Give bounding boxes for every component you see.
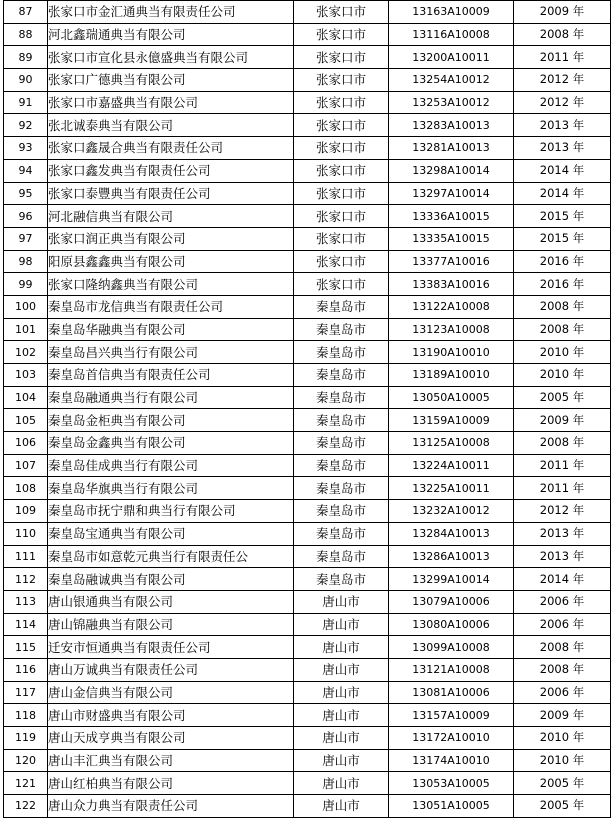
table-row bbox=[4, 658, 611, 681]
row-number-cell: 103 bbox=[4, 364, 48, 387]
company-name-cell: 张家口鑫晟合典当有限责任公司 bbox=[48, 137, 294, 160]
table-row bbox=[4, 545, 611, 568]
city-cell: 秦皇岛市 bbox=[294, 295, 389, 318]
license-code-cell: 13159A10009 bbox=[389, 409, 514, 432]
license-code-cell: 13099A10008 bbox=[389, 636, 514, 659]
table-row bbox=[4, 114, 611, 137]
company-name-cell: 张家口润正典当有限公司 bbox=[48, 227, 294, 250]
table-body bbox=[4, 1, 611, 818]
row-number-cell: 105 bbox=[4, 409, 48, 432]
row-number-cell: 92 bbox=[4, 114, 48, 137]
table-row bbox=[4, 205, 611, 228]
year-cell: 2013 年 bbox=[514, 114, 611, 137]
row-number-cell: 93 bbox=[4, 137, 48, 160]
table-row bbox=[4, 295, 611, 318]
company-name-cell: 张北诚泰典当有限公司 bbox=[48, 114, 294, 137]
city-cell: 张家口市 bbox=[294, 23, 389, 46]
license-code-cell: 13172A10010 bbox=[389, 727, 514, 750]
table-row bbox=[4, 613, 611, 636]
company-name-cell: 张家口市金汇通典当有限责任公司 bbox=[48, 1, 294, 24]
license-code-cell: 13298A10014 bbox=[389, 159, 514, 182]
city-cell: 唐山市 bbox=[294, 613, 389, 636]
city-cell: 张家口市 bbox=[294, 91, 389, 114]
row-number-cell: 89 bbox=[4, 46, 48, 69]
company-name-cell: 秦皇岛市抚宁鼎和典当行有限公司 bbox=[48, 500, 294, 523]
year-cell: 2011 年 bbox=[514, 454, 611, 477]
company-name-cell: 张家口市嘉盛典当有限公司 bbox=[48, 91, 294, 114]
year-cell: 2006 年 bbox=[514, 590, 611, 613]
license-code-cell: 13053A10005 bbox=[389, 772, 514, 795]
company-name-cell: 唐山银通典当有限公司 bbox=[48, 590, 294, 613]
table-row bbox=[4, 182, 611, 205]
row-number-cell: 99 bbox=[4, 273, 48, 296]
city-cell: 张家口市 bbox=[294, 137, 389, 160]
license-code-cell: 13383A10016 bbox=[389, 273, 514, 296]
license-code-cell: 13051A10005 bbox=[389, 795, 514, 818]
row-number-cell: 100 bbox=[4, 295, 48, 318]
table-row bbox=[4, 364, 611, 387]
license-code-cell: 13081A10006 bbox=[389, 681, 514, 704]
table-row bbox=[4, 681, 611, 704]
row-number-cell: 110 bbox=[4, 522, 48, 545]
company-name-cell: 张家口鑫发典当有限责任公司 bbox=[48, 159, 294, 182]
company-name-cell: 唐山丰汇典当有限公司 bbox=[48, 749, 294, 772]
license-code-cell: 13200A10011 bbox=[389, 46, 514, 69]
year-cell: 2012 年 bbox=[514, 69, 611, 92]
year-cell: 2015 年 bbox=[514, 205, 611, 228]
city-cell: 张家口市 bbox=[294, 205, 389, 228]
year-cell: 2013 年 bbox=[514, 137, 611, 160]
year-cell: 2012 年 bbox=[514, 91, 611, 114]
company-name-cell: 秦皇岛金鑫典当有限公司 bbox=[48, 432, 294, 455]
table-row bbox=[4, 522, 611, 545]
table-row bbox=[4, 386, 611, 409]
city-cell: 唐山市 bbox=[294, 704, 389, 727]
row-number-cell: 88 bbox=[4, 23, 48, 46]
license-code-cell: 13253A10012 bbox=[389, 91, 514, 114]
table-row bbox=[4, 477, 611, 500]
row-number-cell: 94 bbox=[4, 159, 48, 182]
year-cell: 2010 年 bbox=[514, 364, 611, 387]
row-number-cell: 119 bbox=[4, 727, 48, 750]
table-row bbox=[4, 454, 611, 477]
city-cell: 秦皇岛市 bbox=[294, 409, 389, 432]
year-cell: 2009 年 bbox=[514, 1, 611, 24]
row-number-cell: 98 bbox=[4, 250, 48, 273]
row-number-cell: 87 bbox=[4, 1, 48, 24]
row-number-cell: 115 bbox=[4, 636, 48, 659]
row-number-cell: 120 bbox=[4, 749, 48, 772]
city-cell: 秦皇岛市 bbox=[294, 386, 389, 409]
license-code-cell: 13225A10011 bbox=[389, 477, 514, 500]
company-name-cell: 秦皇岛融通典当行有限公司 bbox=[48, 386, 294, 409]
year-cell: 2008 年 bbox=[514, 432, 611, 455]
row-number-cell: 109 bbox=[4, 500, 48, 523]
table-row bbox=[4, 704, 611, 727]
company-name-cell: 秦皇岛融诚典当有限公司 bbox=[48, 568, 294, 591]
company-name-cell: 秦皇岛宝通典当有限公司 bbox=[48, 522, 294, 545]
city-cell: 唐山市 bbox=[294, 749, 389, 772]
city-cell: 秦皇岛市 bbox=[294, 568, 389, 591]
company-name-cell: 秦皇岛昌兴典当行有限公司 bbox=[48, 341, 294, 364]
row-number-cell: 90 bbox=[4, 69, 48, 92]
license-code-cell: 13116A10008 bbox=[389, 23, 514, 46]
company-name-cell: 唐山金信典当有限公司 bbox=[48, 681, 294, 704]
license-code-cell: 13224A10011 bbox=[389, 454, 514, 477]
company-name-cell: 秦皇岛佳成典当行有限公司 bbox=[48, 454, 294, 477]
city-cell: 秦皇岛市 bbox=[294, 364, 389, 387]
year-cell: 2013 年 bbox=[514, 545, 611, 568]
table-row bbox=[4, 69, 611, 92]
year-cell: 2010 年 bbox=[514, 727, 611, 750]
year-cell: 2005 年 bbox=[514, 386, 611, 409]
license-code-cell: 13335A10015 bbox=[389, 227, 514, 250]
city-cell: 秦皇岛市 bbox=[294, 318, 389, 341]
row-number-cell: 97 bbox=[4, 227, 48, 250]
table-row bbox=[4, 749, 611, 772]
city-cell: 唐山市 bbox=[294, 590, 389, 613]
row-number-cell: 121 bbox=[4, 772, 48, 795]
year-cell: 2008 年 bbox=[514, 23, 611, 46]
city-cell: 唐山市 bbox=[294, 658, 389, 681]
license-code-cell: 13122A10008 bbox=[389, 295, 514, 318]
license-code-cell: 13080A10006 bbox=[389, 613, 514, 636]
year-cell: 2008 年 bbox=[514, 636, 611, 659]
company-name-cell: 秦皇岛金柜典当有限公司 bbox=[48, 409, 294, 432]
table-row bbox=[4, 159, 611, 182]
year-cell: 2008 年 bbox=[514, 318, 611, 341]
company-name-cell: 唐山万诚典当有限责任公司 bbox=[48, 658, 294, 681]
city-cell: 秦皇岛市 bbox=[294, 522, 389, 545]
row-number-cell: 112 bbox=[4, 568, 48, 591]
table-row bbox=[4, 409, 611, 432]
license-code-cell: 13284A10013 bbox=[389, 522, 514, 545]
table-row bbox=[4, 91, 611, 114]
license-code-cell: 13174A10010 bbox=[389, 749, 514, 772]
row-number-cell: 96 bbox=[4, 205, 48, 228]
table-row bbox=[4, 273, 611, 296]
row-number-cell: 122 bbox=[4, 795, 48, 818]
city-cell: 张家口市 bbox=[294, 159, 389, 182]
city-cell: 秦皇岛市 bbox=[294, 477, 389, 500]
company-name-cell: 秦皇岛市如意乾元典当行有限责任公 bbox=[48, 545, 294, 568]
table-row bbox=[4, 636, 611, 659]
table-row bbox=[4, 341, 611, 364]
table-row bbox=[4, 500, 611, 523]
company-name-cell: 张家口隆纳鑫典当有限公司 bbox=[48, 273, 294, 296]
license-code-cell: 13121A10008 bbox=[389, 658, 514, 681]
license-code-cell: 13079A10006 bbox=[389, 590, 514, 613]
row-number-cell: 104 bbox=[4, 386, 48, 409]
year-cell: 2014 年 bbox=[514, 568, 611, 591]
year-cell: 2009 年 bbox=[514, 704, 611, 727]
row-number-cell: 108 bbox=[4, 477, 48, 500]
company-name-cell: 唐山锦融典当有限公司 bbox=[48, 613, 294, 636]
table-row bbox=[4, 46, 611, 69]
license-code-cell: 13299A10014 bbox=[389, 568, 514, 591]
row-number-cell: 116 bbox=[4, 658, 48, 681]
license-code-cell: 13125A10008 bbox=[389, 432, 514, 455]
city-cell: 张家口市 bbox=[294, 46, 389, 69]
company-name-cell: 阳原县鑫鑫典当有限公司 bbox=[48, 250, 294, 273]
city-cell: 秦皇岛市 bbox=[294, 341, 389, 364]
company-name-cell: 秦皇岛首信典当有限责任公司 bbox=[48, 364, 294, 387]
row-number-cell: 106 bbox=[4, 432, 48, 455]
row-number-cell: 91 bbox=[4, 91, 48, 114]
company-name-cell: 秦皇岛华旗典当行有限公司 bbox=[48, 477, 294, 500]
company-name-cell: 秦皇岛华融典当有限公司 bbox=[48, 318, 294, 341]
table-row bbox=[4, 568, 611, 591]
city-cell: 张家口市 bbox=[294, 227, 389, 250]
year-cell: 2009 年 bbox=[514, 409, 611, 432]
year-cell: 2012 年 bbox=[514, 500, 611, 523]
city-cell: 张家口市 bbox=[294, 114, 389, 137]
year-cell: 2011 年 bbox=[514, 477, 611, 500]
company-name-cell: 唐山市财盛典当有限公司 bbox=[48, 704, 294, 727]
license-code-cell: 13050A10005 bbox=[389, 386, 514, 409]
city-cell: 秦皇岛市 bbox=[294, 454, 389, 477]
company-name-cell: 张家口泰豐典当有限责任公司 bbox=[48, 182, 294, 205]
license-code-cell: 13157A10009 bbox=[389, 704, 514, 727]
table-row bbox=[4, 432, 611, 455]
pawnshop-registry-table bbox=[3, 0, 611, 818]
city-cell: 张家口市 bbox=[294, 182, 389, 205]
table-row bbox=[4, 727, 611, 750]
year-cell: 2008 年 bbox=[514, 295, 611, 318]
license-code-cell: 13163A10009 bbox=[389, 1, 514, 24]
row-number-cell: 102 bbox=[4, 341, 48, 364]
city-cell: 张家口市 bbox=[294, 1, 389, 24]
company-name-cell: 秦皇岛市龙信典当有限责任公司 bbox=[48, 295, 294, 318]
license-code-cell: 13232A10012 bbox=[389, 500, 514, 523]
table-row bbox=[4, 137, 611, 160]
city-cell: 唐山市 bbox=[294, 727, 389, 750]
city-cell: 唐山市 bbox=[294, 795, 389, 818]
city-cell: 唐山市 bbox=[294, 772, 389, 795]
year-cell: 2011 年 bbox=[514, 46, 611, 69]
year-cell: 2016 年 bbox=[514, 273, 611, 296]
city-cell: 秦皇岛市 bbox=[294, 500, 389, 523]
table-row bbox=[4, 590, 611, 613]
table-row bbox=[4, 250, 611, 273]
license-code-cell: 13336A10015 bbox=[389, 205, 514, 228]
year-cell: 2014 年 bbox=[514, 182, 611, 205]
year-cell: 2008 年 bbox=[514, 658, 611, 681]
license-code-cell: 13189A10010 bbox=[389, 364, 514, 387]
city-cell: 张家口市 bbox=[294, 250, 389, 273]
company-name-cell: 河北鑫瑞通典当有限公司 bbox=[48, 23, 294, 46]
license-code-cell: 13190A10010 bbox=[389, 341, 514, 364]
license-code-cell: 13281A10013 bbox=[389, 137, 514, 160]
table-row bbox=[4, 795, 611, 818]
year-cell: 2016 年 bbox=[514, 250, 611, 273]
city-cell: 唐山市 bbox=[294, 636, 389, 659]
year-cell: 2013 年 bbox=[514, 522, 611, 545]
license-code-cell: 13377A10016 bbox=[389, 250, 514, 273]
city-cell: 张家口市 bbox=[294, 273, 389, 296]
table-row bbox=[4, 772, 611, 795]
year-cell: 2005 年 bbox=[514, 795, 611, 818]
company-name-cell: 迁安市恒通典当有限责任公司 bbox=[48, 636, 294, 659]
year-cell: 2010 年 bbox=[514, 341, 611, 364]
company-name-cell: 唐山天成亨典当有限公司 bbox=[48, 727, 294, 750]
company-name-cell: 唐山红柏典当有限公司 bbox=[48, 772, 294, 795]
license-code-cell: 13286A10013 bbox=[389, 545, 514, 568]
row-number-cell: 118 bbox=[4, 704, 48, 727]
company-name-cell: 张家口市宣化县永億盛典当有限公司 bbox=[48, 46, 294, 69]
row-number-cell: 113 bbox=[4, 590, 48, 613]
year-cell: 2006 年 bbox=[514, 681, 611, 704]
table-row bbox=[4, 1, 611, 24]
year-cell: 2015 年 bbox=[514, 227, 611, 250]
license-code-cell: 13123A10008 bbox=[389, 318, 514, 341]
city-cell: 秦皇岛市 bbox=[294, 432, 389, 455]
row-number-cell: 117 bbox=[4, 681, 48, 704]
year-cell: 2005 年 bbox=[514, 772, 611, 795]
year-cell: 2014 年 bbox=[514, 159, 611, 182]
row-number-cell: 101 bbox=[4, 318, 48, 341]
table-row bbox=[4, 23, 611, 46]
city-cell: 唐山市 bbox=[294, 681, 389, 704]
city-cell: 秦皇岛市 bbox=[294, 545, 389, 568]
table-row bbox=[4, 318, 611, 341]
year-cell: 2006 年 bbox=[514, 613, 611, 636]
row-number-cell: 107 bbox=[4, 454, 48, 477]
row-number-cell: 111 bbox=[4, 545, 48, 568]
license-code-cell: 13283A10013 bbox=[389, 114, 514, 137]
table-row bbox=[4, 227, 611, 250]
license-code-cell: 13297A10014 bbox=[389, 182, 514, 205]
row-number-cell: 114 bbox=[4, 613, 48, 636]
company-name-cell: 河北融信典当有限公司 bbox=[48, 205, 294, 228]
company-name-cell: 张家口广德典当有限公司 bbox=[48, 69, 294, 92]
city-cell: 张家口市 bbox=[294, 69, 389, 92]
year-cell: 2010 年 bbox=[514, 749, 611, 772]
license-code-cell: 13254A10012 bbox=[389, 69, 514, 92]
row-number-cell: 95 bbox=[4, 182, 48, 205]
company-name-cell: 唐山众力典当有限责任公司 bbox=[48, 795, 294, 818]
